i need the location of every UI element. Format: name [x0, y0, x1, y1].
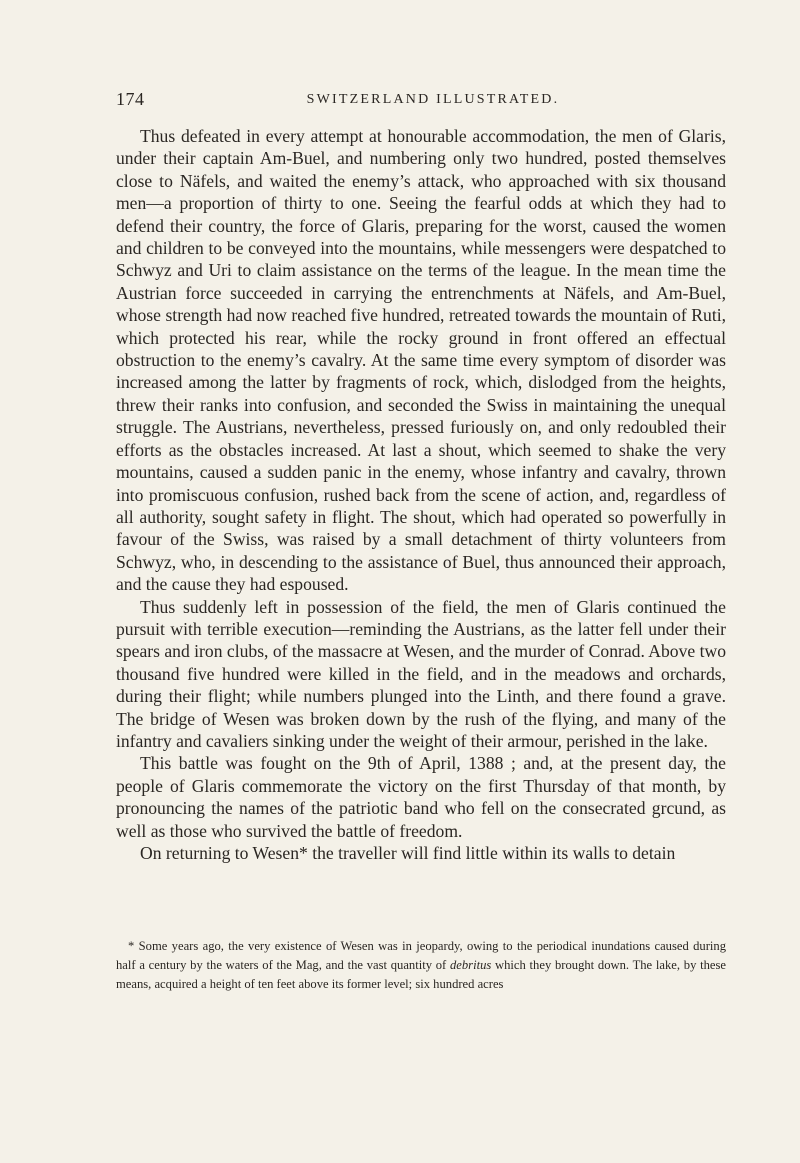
paragraph-battle-of-nafels: Thus defeated in every attempt at honourable accommodation, the men of Glaris, under their captain Am-Buel, and numbering only two hundred, posted themselves close to Näfels, and waited the enemy’s attack, who approached with six thousand men—a proportion of thirty to one. Seeing the fearful odds at which they had to defend their country, the force of Glaris, preparing for the worst, caused the women and children to be conveyed into the mountains, while messengers were despatched to Schwyz and Uri to claim assistance on the terms of the league. In the mean time the Austrian force succeeded in carrying the entrenchments at Näfels, and Am-Buel, whose strength had now reached five hundred, retreated towards the mountain of Ruti, which protected his rear, while the rocky ground in front offered an effectual obstruction to the enemy’s cavalry. At the same time every symptom of disorder was increased among the latter by fragments of rock, which, dislodged from the heights, threw their ranks into confusion, and seconded the Swiss in maintaining the unequal struggle. The Austrians, nevertheless, pressed furiously on, and only redoubled their efforts as the obstacles increased. At last a shout, which seemed to shake the very mountains, caused a sudden panic in the enemy, whose infantry and cavalry, thrown into promiscuous confusion, rushed back from the scene of action, and, regardless of all authority, sought safety in flight. The shout, which had operated so powerfully in favour of the Swiss, was raised by a small detachment of thirty volunteers from Schwyz, who, in descending to the assistance of Buel, thus announced their approach, and the cause they had espoused.	[116, 126, 726, 595]
paragraph-wesen: On returning to Wesen* the traveller will find little within its walls to detain	[140, 843, 676, 863]
paragraph-pursuit: Thus suddenly left in possession of the field, the men of Glaris continued the pursuit with terrible execution—reminding the Austrians, as the latter fell under their spears and iron clubs, of the massacre at Wesen, and the murder of Conrad. Above two thousand five hundred were killed in the field, and in the meadows and orchards, during their flight; while numbers plunged into the Linth, and there found a grave. The bridge of Wesen was broken down by the rush of the flying, and many of the infantry and cavaliers sinking under the weight of their armour, perished in the lake.	[116, 596, 726, 751]
footnote-text-end: which they brought down. The lake, by these means, acquired a height of ten feet above its former level; six hundred acres	[116, 958, 726, 991]
footnote-italic-term: debritus	[450, 958, 492, 972]
running-title: SWITZERLAND ILLUSTRATED.	[306, 92, 560, 107]
body-text	[116, 125, 726, 864]
footnote	[116, 937, 726, 994]
page-header	[116, 89, 726, 113]
page-number: 174	[116, 89, 145, 109]
footnote-text-start: * Some years ago, the very existence of Wesen was in jeopardy, owing to the periodical inundations caused during half a century by the waters of the Mag, and the vast quantity of	[116, 939, 726, 972]
paragraph-commemoration: This battle was fought on the 9th of April, 1388 ; and, at the present day, the people of Glaris commemorate the victory on the first Thursday of that month, by pronouncing the names of the patriotic band who fell on the consecrated grcund, as well as those who survived the battle of freedom.	[116, 753, 726, 841]
